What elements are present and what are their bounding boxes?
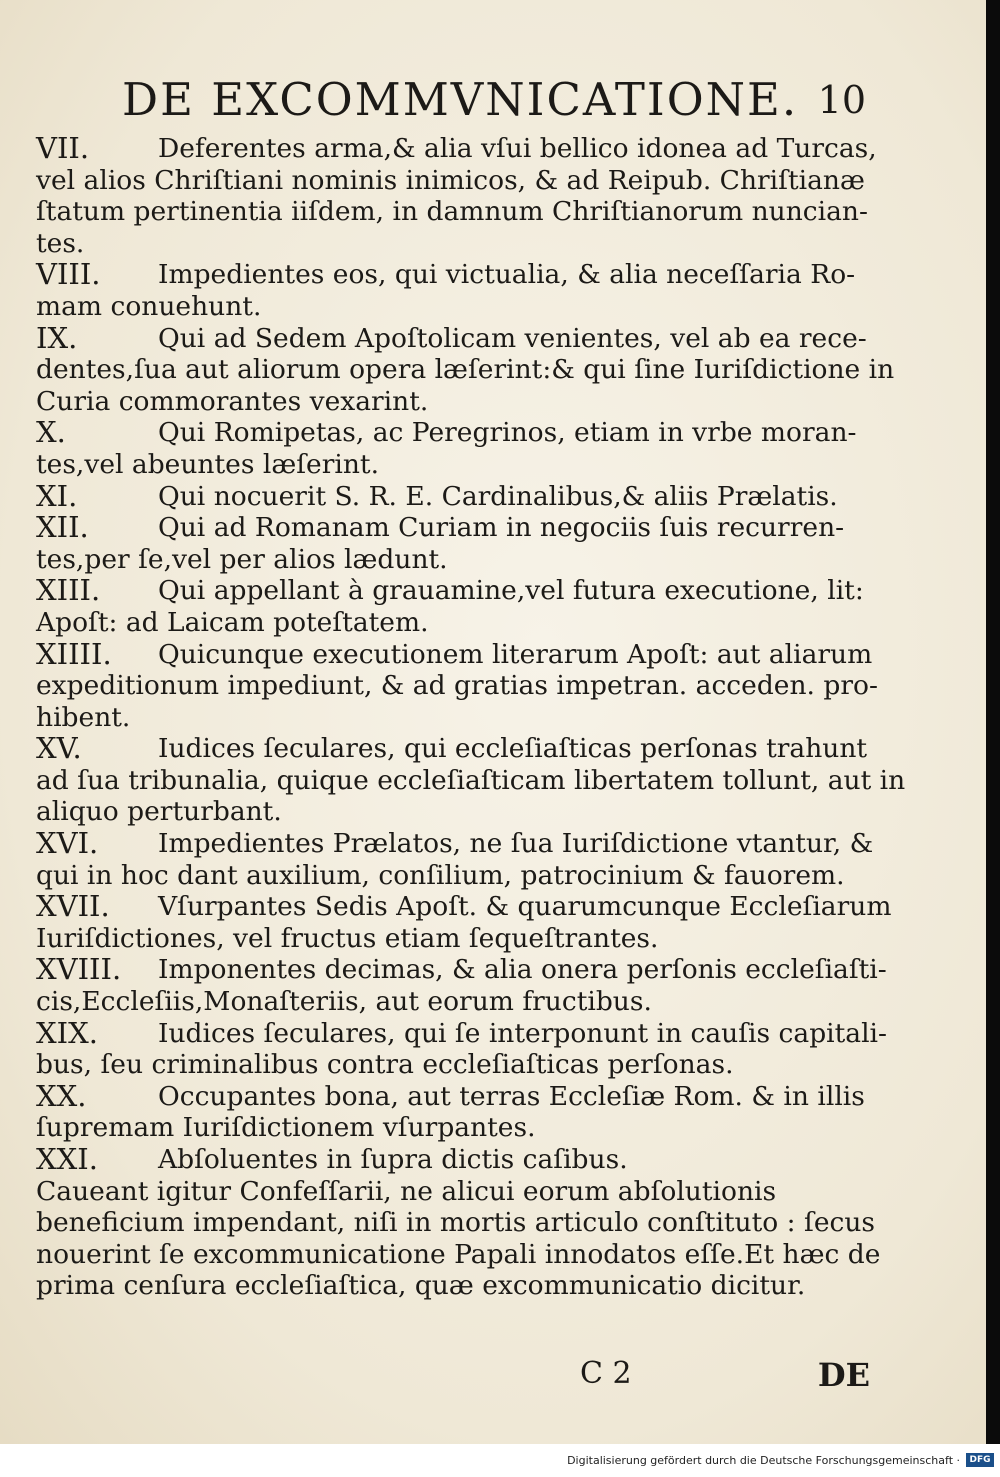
entry-text: Deferentes arma,& alia vſui bellico idonea ad Turcas, — [158, 133, 877, 164]
entry-number: IX. — [36, 320, 78, 355]
closing-paragraph-line: prima cenſura eccleſiaſtica, quæ excommunicatio dicitur. — [36, 1270, 806, 1302]
entry-first-line — [36, 575, 869, 607]
entry-continuation: tes,vel abeuntes læſerint. — [36, 448, 379, 480]
excommunication-list — [36, 131, 906, 1302]
entry-continuation: vel alios Chriſtiani nominis inimicos, & ad Reipub. Chriſtianæ — [36, 164, 865, 196]
entry-text: Impedientes eos, qui victualia, & alia neceſſaria Ro- — [158, 259, 856, 291]
entry-number: VIII. — [36, 257, 101, 292]
entry-text: Qui ad Sedem Apoſtolicam venientes, vel ab ea rece- — [158, 322, 867, 354]
entry-number: XIII. — [36, 573, 101, 608]
list-item — [36, 636, 878, 734]
entry-number: XIX. — [36, 1015, 98, 1050]
entry-text: Qui ad Romanam Curiam in negociis ſuis recurren- — [158, 512, 845, 544]
entry-first-line — [36, 131, 877, 165]
entry-first-line — [36, 478, 869, 513]
list-item — [36, 952, 887, 1018]
entry-first-line — [36, 417, 869, 449]
entry-continuation: dentes,ſua aut aliorum opera læſerint:& qui ſine Iuriſdictione in — [36, 354, 895, 386]
list-item — [36, 259, 869, 322]
list-item — [36, 826, 874, 891]
list-item — [36, 131, 877, 259]
list-item — [36, 731, 906, 828]
entry-number: XVIII. — [36, 952, 122, 987]
running-title: DE EXCOMMVNICATIONE. — [122, 73, 799, 126]
entry-text: Imponentes decimas, & alia onera perſonis eccleſiaſti- — [158, 954, 887, 986]
entry-number: XV. — [36, 731, 82, 766]
entry-first-line — [36, 1078, 869, 1113]
entry-continuation: tes. — [36, 227, 85, 259]
funding-credit: Digitalisierung gefördert durch die Deutsche Forschungsgemeinschaft · — [567, 1454, 960, 1467]
entry-number: XI. — [36, 478, 78, 513]
entry-continuation: ad ſua tribunalia, quique eccleſiaſticam libertatem tollunt, aut in — [36, 764, 906, 796]
list-item — [36, 1078, 869, 1144]
entry-continuation: bus, ſeu criminalibus contra eccleſiaſticas perſonas. — [36, 1049, 734, 1081]
entry-continuation: expeditionum impediunt, & ad gratias impetran. acceden. pro- — [36, 670, 878, 702]
entry-first-line — [36, 512, 869, 544]
entry-continuation: ſupremam Iuriſdictionem vſurpantes. — [36, 1112, 536, 1144]
entry-continuation: Iuriſdictiones, vel fructus etiam ſequeſtrantes. — [36, 922, 659, 954]
entry-first-line — [36, 733, 869, 765]
entry-number: XII. — [36, 510, 89, 545]
entry-text: Qui nocuerit S. R. E. Cardinalibus,& aliis Prælatis. — [158, 480, 838, 512]
entry-text: Abſoluentes in ſupra dictis caſibus. — [158, 1144, 628, 1175]
closing-paragraph-line: Caueant igitur Confeſſarii, ne alicui eorum abſolutionis — [36, 1175, 777, 1207]
entry-text: Quicunque executionem literarum Apoſt: aut aliarum — [158, 638, 873, 670]
list-item — [36, 320, 895, 418]
entry-text: Iudices ſeculares, qui ſe interponunt in cauſis capitali- — [158, 1017, 887, 1049]
entry-number: XVII. — [36, 889, 110, 924]
dfg-logo: DFG — [966, 1453, 994, 1467]
entry-first-line — [36, 320, 869, 355]
entry-continuation: cis,Eccleſiis,Monaſteriis, aut eorum fructibus. — [36, 986, 652, 1018]
entry-continuation: aliquo perturbant. — [36, 796, 282, 828]
entry-continuation: Apoſt: ad Laicam poteſtatem. — [36, 606, 429, 638]
closing-paragraph-line: beneficium impendant, niſi in mortis articulo conſtituto : ſecus — [36, 1207, 876, 1239]
list-item — [36, 1015, 887, 1081]
list-item — [36, 575, 869, 638]
page-number: 10 — [817, 78, 866, 122]
entry-text: Qui Romipetas, ac Peregrinos, etiam in vrbe moran- — [158, 417, 857, 449]
list-item — [36, 417, 869, 480]
entry-text: Occupantes bona, aut terras Eccleſiæ Rom. & in illis — [158, 1080, 865, 1112]
entry-first-line — [36, 636, 873, 671]
page-header — [122, 72, 866, 128]
entry-first-line — [36, 1144, 869, 1176]
entry-number: XX. — [36, 1078, 87, 1113]
entry-continuation: tes,per ſe,vel per alios lædunt. — [36, 543, 448, 575]
list-item — [36, 478, 869, 513]
entry-number: X. — [36, 415, 66, 450]
entry-continuation: mam conuehunt. — [36, 290, 262, 322]
entry-first-line — [36, 259, 869, 291]
list-item — [36, 512, 869, 575]
entry-first-line — [36, 889, 892, 924]
credit-bar — [0, 1444, 1000, 1477]
catchword: DE — [817, 1356, 870, 1394]
page-footer — [560, 1356, 870, 1396]
list-item — [36, 1144, 869, 1176]
closing-paragraph-line: nouerint ſe excommunicatione Papali innodatos eſſe.Et hæc de — [36, 1238, 881, 1270]
entry-first-line — [36, 826, 874, 861]
entry-text: Qui appellant à grauamine,vel futura executione, lit: — [158, 575, 864, 607]
list-item — [36, 889, 892, 954]
entry-continuation: hibent. — [36, 701, 131, 733]
signature-mark: C 2 — [580, 1356, 632, 1391]
entry-text: Iudices ſeculares, qui eccleſiaſticas perſonas trahunt — [158, 733, 868, 765]
entry-text: Impedientes Prælatos, ne ſua Iuriſdictione vtantur, & — [158, 828, 874, 860]
entry-number: XIIII. — [36, 636, 112, 671]
entry-number: XVI. — [36, 826, 99, 861]
entry-first-line — [36, 952, 887, 987]
entry-number: XXI. — [36, 1142, 98, 1176]
entry-first-line — [36, 1015, 887, 1050]
entry-continuation: qui in hoc dant auxilium, conſilium, patrocinium & fauorem. — [36, 859, 845, 891]
entry-text: Vſurpantes Sedis Apoſt. & quarumcunque Eccleſiarum — [158, 891, 892, 923]
entry-number: VII. — [36, 131, 90, 165]
entry-continuation: Curia commorantes vexarint. — [36, 385, 429, 417]
entry-continuation: ſtatum pertinentia iiſdem, in damnum Chriſtianorum nuncian- — [36, 196, 868, 228]
